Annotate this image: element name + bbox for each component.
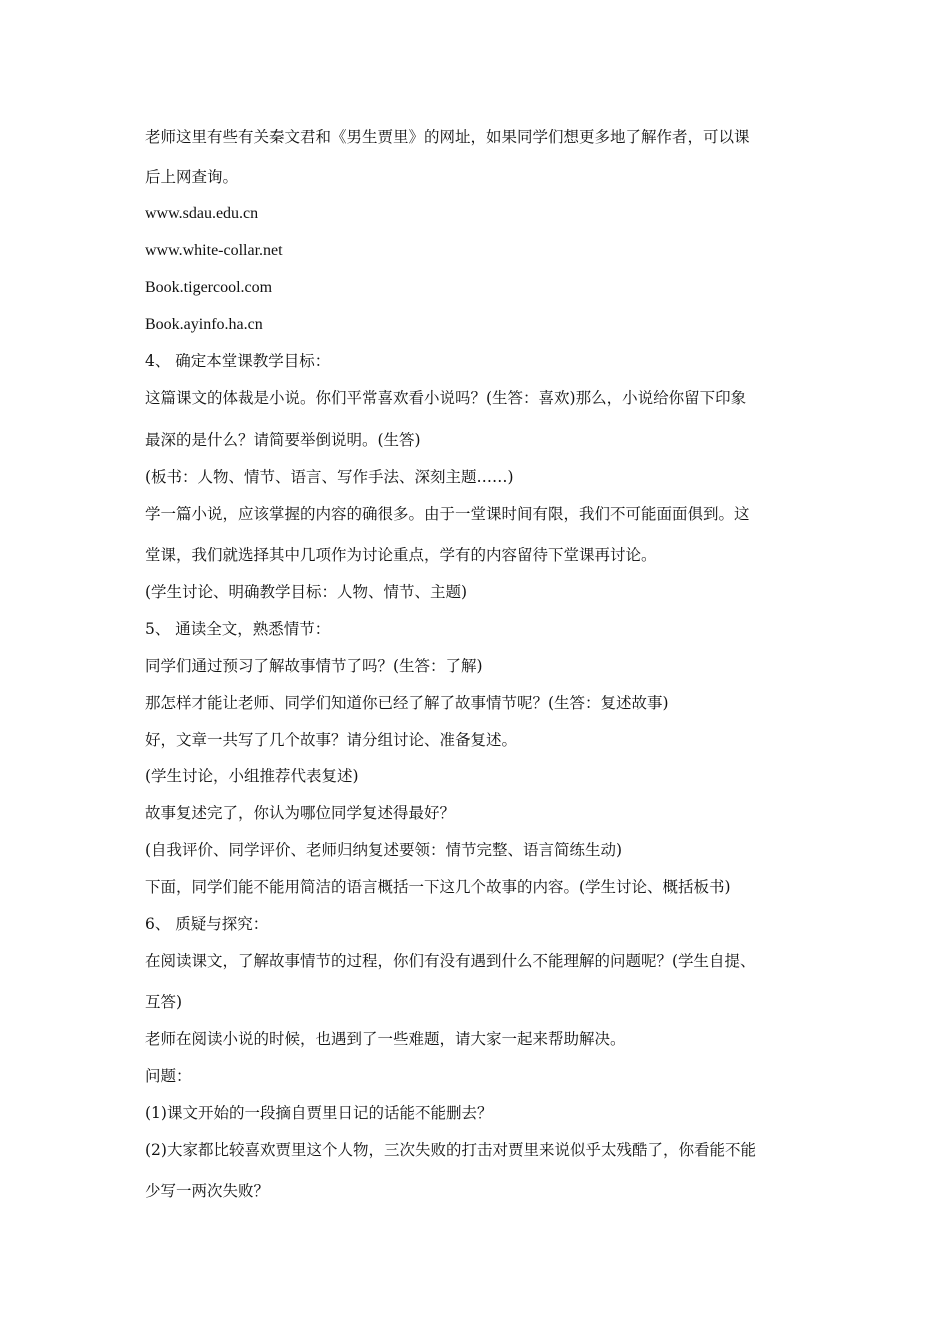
question-item: (1)课文开始的一段摘自贾里日记的话能不能删去？ — [145, 1104, 493, 1122]
paragraph: (板书：人物、情节、语言、写作手法、深刻主题……) — [145, 468, 514, 486]
paragraph: 同学们通过预习了解故事情节了吗？(生答：了解) — [145, 657, 483, 675]
question-item: (2)大家都比较喜欢贾里这个人物，三次失败的打击对贾里来说似乎太残酷了，你看能不能 — [145, 1141, 756, 1159]
paragraph: 学一篇小说，应该掌握的内容的确很多。由于一堂课时间有限，我们不可能面面俱到。这 — [145, 505, 750, 523]
paragraph: 少写一两次失败？ — [145, 1182, 270, 1200]
paragraph: 这篇课文的体裁是小说。你们平常喜欢看小说吗？(生答：喜欢)那么，小说给你留下印象 — [145, 389, 747, 407]
section-heading: 6、 质疑与探究： — [145, 915, 269, 933]
paragraph: 最深的是什么？请简要举倒说明。(生答) — [145, 431, 421, 449]
url-link: Book.ayinfo.ha.cn — [145, 316, 263, 333]
section-heading: 4、 确定本堂课教学目标： — [145, 352, 331, 370]
paragraph-2: 后上网查询。 — [145, 168, 239, 186]
url-link: www.sdau.edu.cn — [145, 205, 259, 222]
paragraph: (学生讨论、明确教学目标：人物、情节、主题) — [145, 583, 468, 601]
paragraph: 下面，同学们能不能用简洁的语言概括一下这几个故事的内容。(学生讨论、概括板书) — [145, 878, 731, 896]
paragraph: 堂课，我们就选择其中几项作为讨论重点，学有的内容留待下堂课再讨论。 — [145, 546, 657, 564]
paragraph: (学生讨论，小组推荐代表复述) — [145, 767, 359, 785]
section-heading: 5、 通读全文，熟悉情节： — [145, 620, 331, 638]
paragraph: 问题： — [145, 1067, 192, 1085]
url-link: Book.tigercool.com — [145, 279, 273, 296]
paragraph: 在阅读课文，了解故事情节的过程，你们有没有遇到什么不能理解的问题呢？(学生自提、 — [145, 952, 756, 970]
paragraph: 好，文章一共写了几个故事？请分组讨论、准备复述。 — [145, 731, 518, 749]
paragraph: (自我评价、同学评价、老师归纳复述要领：情节完整、语言简练生动) — [145, 841, 623, 859]
paragraph: 老师在阅读小说的时候，也遇到了一些难题，请大家一起来帮助解决。 — [145, 1030, 626, 1048]
paragraph-1: 老师这里有些有关秦文君和《男生贾里》的网址，如果同学们想更多地了解作者，可以课 — [145, 128, 750, 146]
paragraph: 那怎样才能让老师、同学们知道你已经了解了故事情节呢？(生答：复述故事) — [145, 694, 669, 712]
paragraph: 故事复述完了，你认为哪位同学复述得最好？ — [145, 804, 456, 822]
url-link: www.white-collar.net — [145, 242, 283, 259]
paragraph: 互答) — [145, 993, 183, 1011]
